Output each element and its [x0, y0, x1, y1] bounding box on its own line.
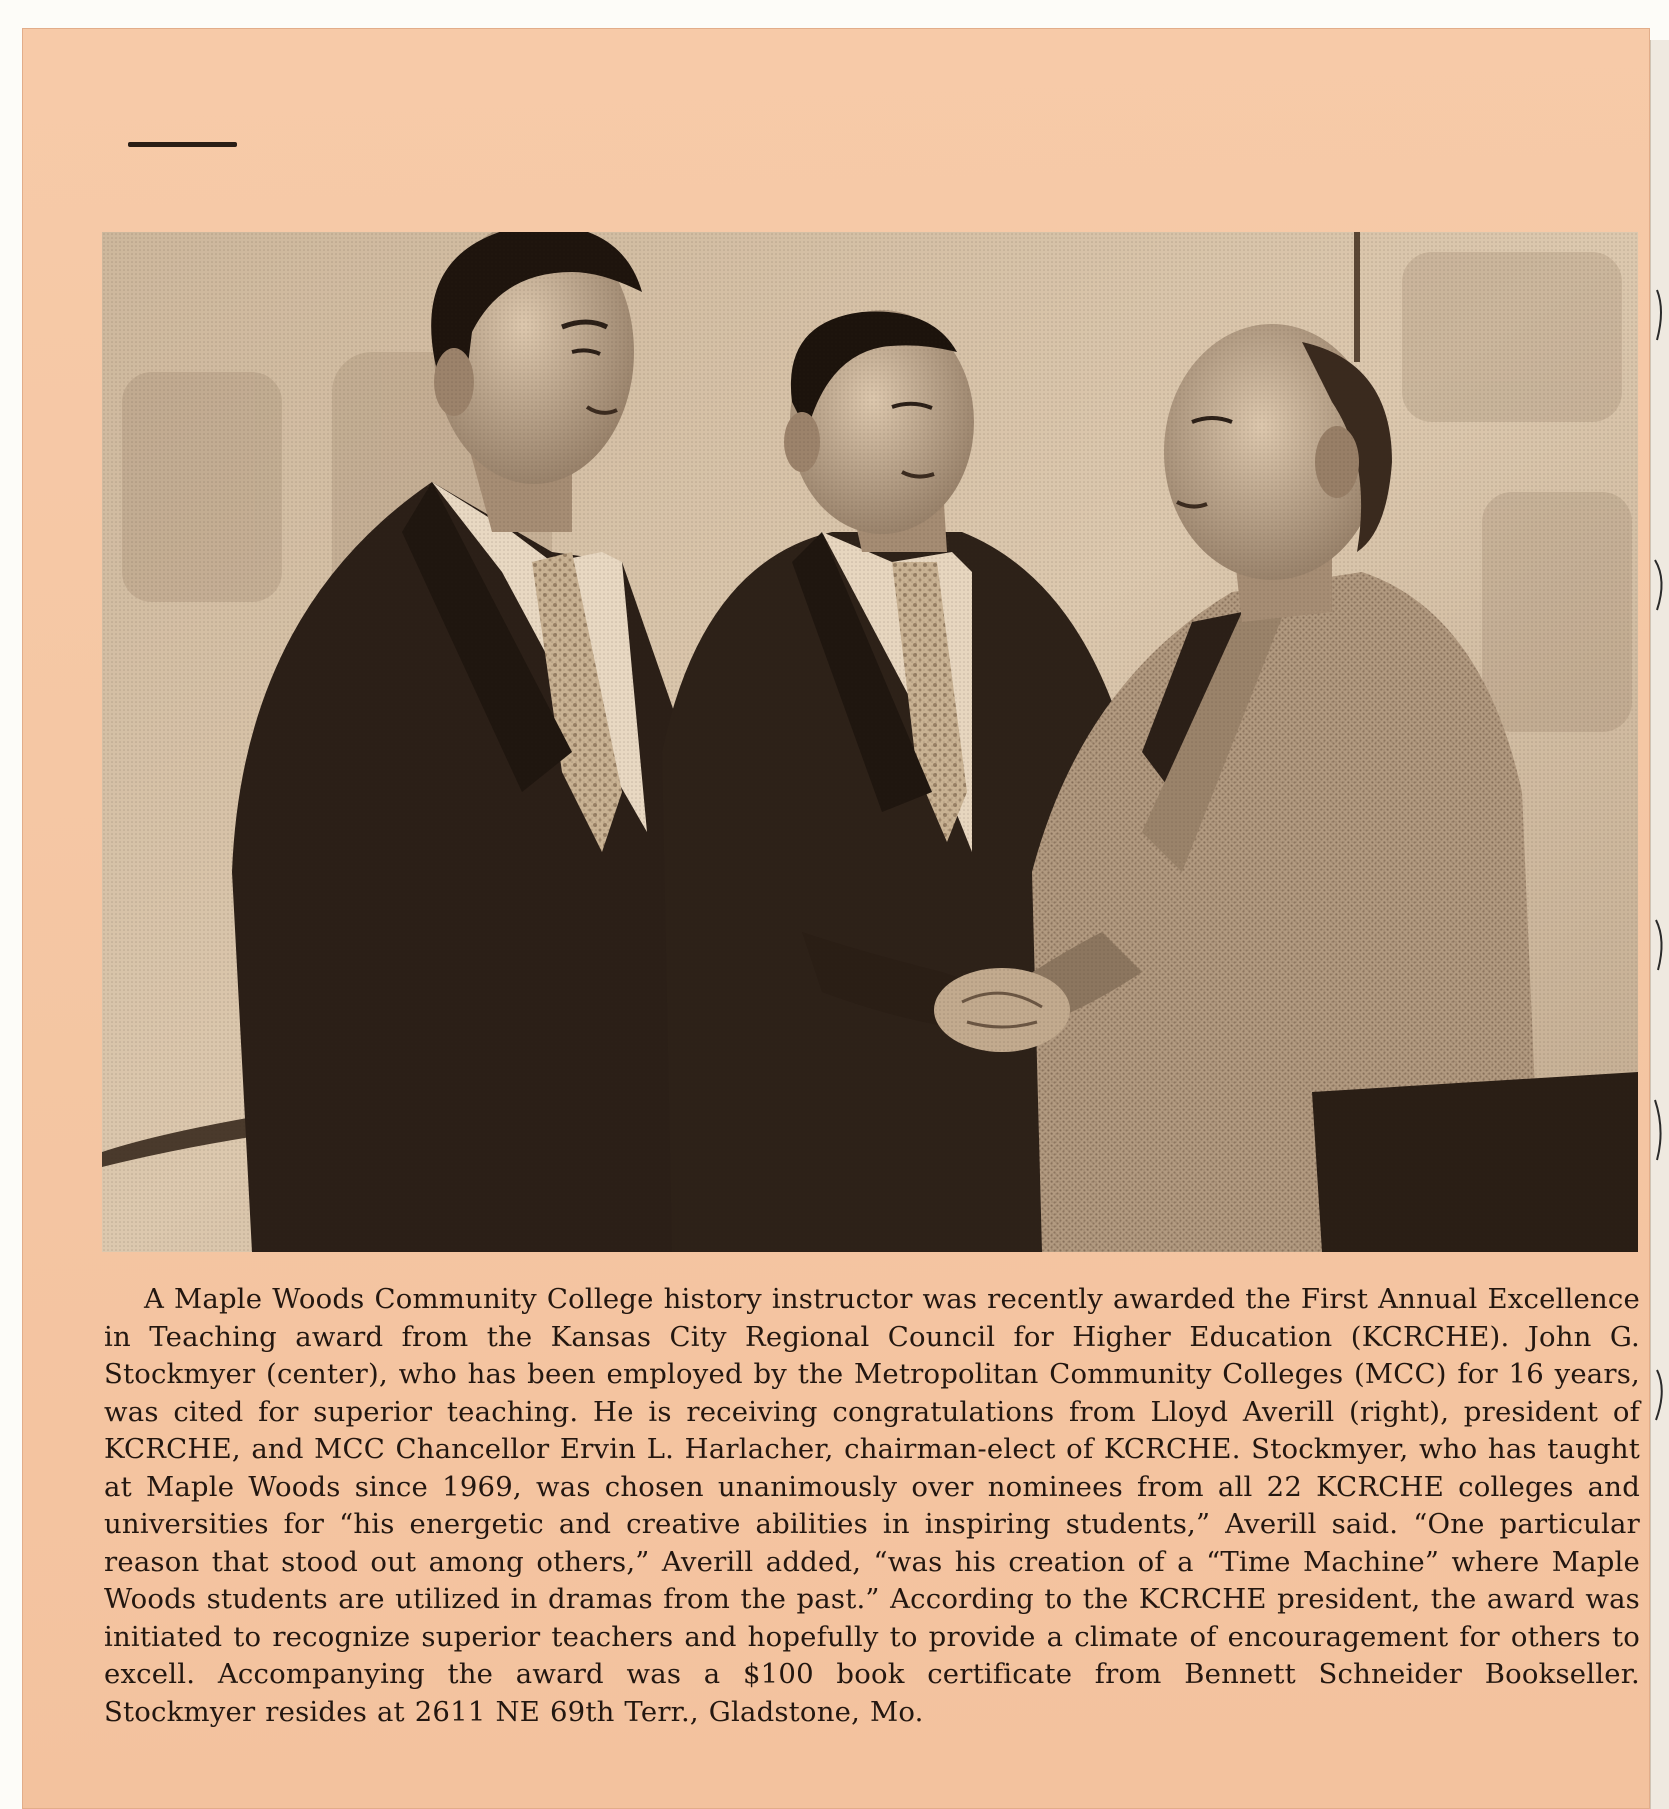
newspaper-clipping: [22, 28, 1650, 1809]
adjacent-page-edge: [1650, 40, 1669, 1809]
handwriting-marks: [1651, 40, 1669, 1809]
halftone-overlay: [102, 232, 1638, 1252]
ink-dash-mark: [128, 142, 237, 147]
news-photo: [102, 232, 1638, 1252]
photo-illustration: [102, 232, 1638, 1252]
photo-caption: A Maple Woods Community College history instructor was recently awarded the First Annual Excellence in Teaching award from the Kansas City Regional Council for Higher Education (KCRCHE). John G. Stockmyer (center), who has been employed by the Metropolitan Community Colleges (MCC) for 16 years, was cited for superior teaching. He is receiving congratulations from Lloyd Averill (right), president of KCRCHE, and MCC Chancellor Ervin L. Harlacher, chairman-elect of KCRCHE. Stockmyer, who has taught at Maple Woods since 1969, was chosen unanimously over nominees from all 22 KCRCHE colleges and universities for “his energetic and creative abilities in inspiring students,” Averill said. “One particular reason that stood out among others,” Averill added, “was his creation of a “Time Machine” where Maple Woods students are utilized in dramas from the past.” According to the KCRCHE president, the award was initiated to recognize superior teachers and hopefully to provide a climate of encouragement for others to excell. Accompanying the award was a $100 book certificate from Bennett Schneider Bookseller. Stockmyer resides at 2611 NE 69th Terr., Gladstone, Mo.: [104, 1283, 1640, 1728]
